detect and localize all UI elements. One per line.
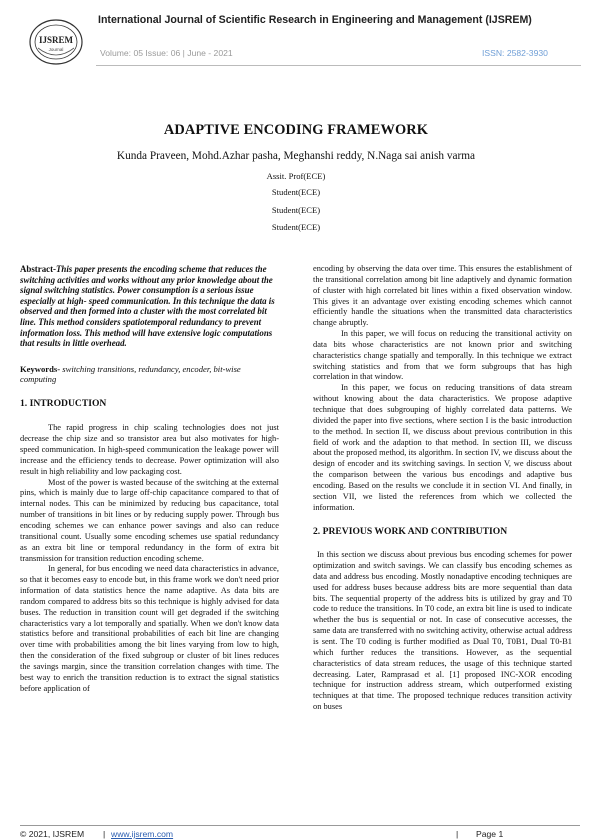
right-column: [313, 264, 572, 713]
keywords: [20, 364, 279, 385]
header-divider: [96, 65, 581, 66]
affiliation-3: Student(ECE): [271, 205, 321, 215]
journal-title: International Journal of Scientific Research in Engineering and Management (IJSREM): [98, 14, 532, 26]
affiliation-2: Student(ECE): [271, 187, 321, 197]
footer-copyright: © 2021, IJSREM: [20, 829, 85, 839]
section-heading-introduction: 1. INTRODUCTION: [20, 397, 107, 409]
keywords-text: switching transitions, redundancy, encoder, bit-wise computing: [20, 363, 241, 385]
journal-logo: [28, 18, 84, 66]
footer-website-link[interactable]: [111, 829, 173, 839]
footer-divider: [20, 825, 580, 826]
volume-info: Volume: 05 Issue: 06 | June - 2021: [100, 48, 233, 58]
abstract-label: Abstract-: [20, 264, 56, 274]
paragraph: Most of the power is wasted because of the switching at the external pins, which is mainly due to large off-chip capacitance compared to that of internal nodes. This can be minimized by reducing bus capacitance, total number of transitions in bit lines or by reducing supply power. Through bus encoding schemes we can enhance power savings and also can reduce transitional count. Usually some encoding schemes use spatial redundancy as an extra bit line or temporal redundancy in the form of extra bit transmission for transition reduction encoding scheme.: [20, 477, 279, 563]
abstract: [20, 264, 279, 349]
logo-text: IJSREM: [38, 35, 74, 45]
issn: ISSN: 2582-3930: [482, 48, 548, 58]
paragraph: encoding by observing the data over time. This ensures the establishment of the transitional correlation among bit line adaptively and dynamic formation of cluster with high correlated bit lines within a fixed observation window. This gives it an advantage over existing encoding schemes which cannot efficiently handle the situations when the transmitted data characteristics change abruptly.: [313, 264, 572, 328]
paragraph: In this paper, we will focus on reducing the transitional activity on data bits whose characteristics are not known prior and switching characteristics change spatially and temporally. In this technique we extract switching statistics and from that we form subgroups that has high correlation in that window.: [313, 329, 572, 382]
footer-separator: |: [103, 829, 106, 839]
paragraph: In this section we discuss about previous bus encoding schemes for power optimization and switch savings. We can classify bus encoding schemes as data and address bus encoding. Mostly nonadaptive encoding techniques are used for address buses because address bits are more sequential than data bits. The sequential property of the address bits is utilized by gray and T0 code to reduce the transitions. In T0 code, an extra bit line is used to indicate whether the bus is sequential or not. In case of consecutive accesses, the same data are transferred with no switching activity, otherwise actual address is sent. The T0 coding is further modified as Dual T0, T0B1, Dual T0-B1 which further reduces the transitions. However, as the sequential characteristics of data stream reduces, the usage of this technique started decreasing. Later, Ramprasad et al. [1] proposed INC-XOR encoding technique for instruction address stream, which outperformed existing techniques at that time. The proposed technique reduces transition activity on buses: [313, 550, 572, 712]
left-column: [20, 264, 279, 695]
abstract-text: This paper presents the encoding scheme that reduces the switching activities and works without any prior knowledge about the signal switching statistics. Power consumption is a serious issue especially at high- speed communication. In this technique the data is observed and then formed into a cluster with the most correlated bit line. This method considers spatiotemporal redundancy to prevent information loss. This method will have extensive logic computations that results in little overhead.: [20, 264, 275, 349]
paragraph: In general, for bus encoding we need data characteristics in advance, so that it becomes easy to encode but, in this frame work we don't need prior information of data statistics hence the name adaptive. As data bits are random compared to address bits so this technique is highly advised for data buses. The reduction in transition count will get degraded if the switching characteristics vary a lot temporally and spatially. When we don't know data statistics before and transitional probabilities of each bit line are changing over time with probabilities among the bit lines varying from low to high, then the consideration of the fixed subgroup or cluster of bit lines reduces the savings margin, since the transition correlation changes with time. The best way to enrich the transition reduction is to extract the signal statistics before application of: [20, 564, 279, 693]
affiliation-4: Student(ECE): [271, 222, 321, 232]
paper-title: ADAPTIVE ENCODING FRAMEWORK: [163, 122, 429, 138]
keywords-label: Keywords-: [20, 363, 61, 374]
author-list: Kunda Praveen, Mohd.Azhar pasha, Meghanshi reddy, N.Naga sai anish varma: [116, 150, 476, 162]
paragraph: In this paper, we focus on reducing transitions of data stream without knowing about the data characteristics. We propose adaptive technique that does subgrouping of highly correlated data patterns. We divided the paper into five sections, where section I is the basic introduction to the method. In section II, we discuss about previous contribution in this field of work and the adaption to that method. In section III, we discuss about the proposed method, its algorithm. In section IV, we discuss about the design of encoder and its switching savings. In section V, we discuss about the comparison between the various bus encodings and adaptive bus encoding. Based on the results we conclude it in section VI. And finally, in section VII, we listed the references from which we collected the information.: [313, 383, 572, 512]
affiliation-1: Assit. Prof(ECE): [266, 171, 326, 181]
website-url[interactable]: www.ijsrem.com: [111, 829, 174, 839]
footer-separator-2: |: [456, 829, 459, 839]
page-number: Page 1: [476, 829, 504, 839]
logo-subtext: Journal: [48, 47, 64, 52]
section-heading-previous-work: 2. PREVIOUS WORK AND CONTRIBUTION: [313, 526, 508, 538]
paragraph: The rapid progress in chip scaling technologies does not just decrease the chip size and so transistor area but also motivates for high-speed communication. In high-speed communication the leakage power will increase and the efficiency tends to decrease. Power optimization will also result in high reliability and low packaging cost.: [20, 423, 279, 476]
